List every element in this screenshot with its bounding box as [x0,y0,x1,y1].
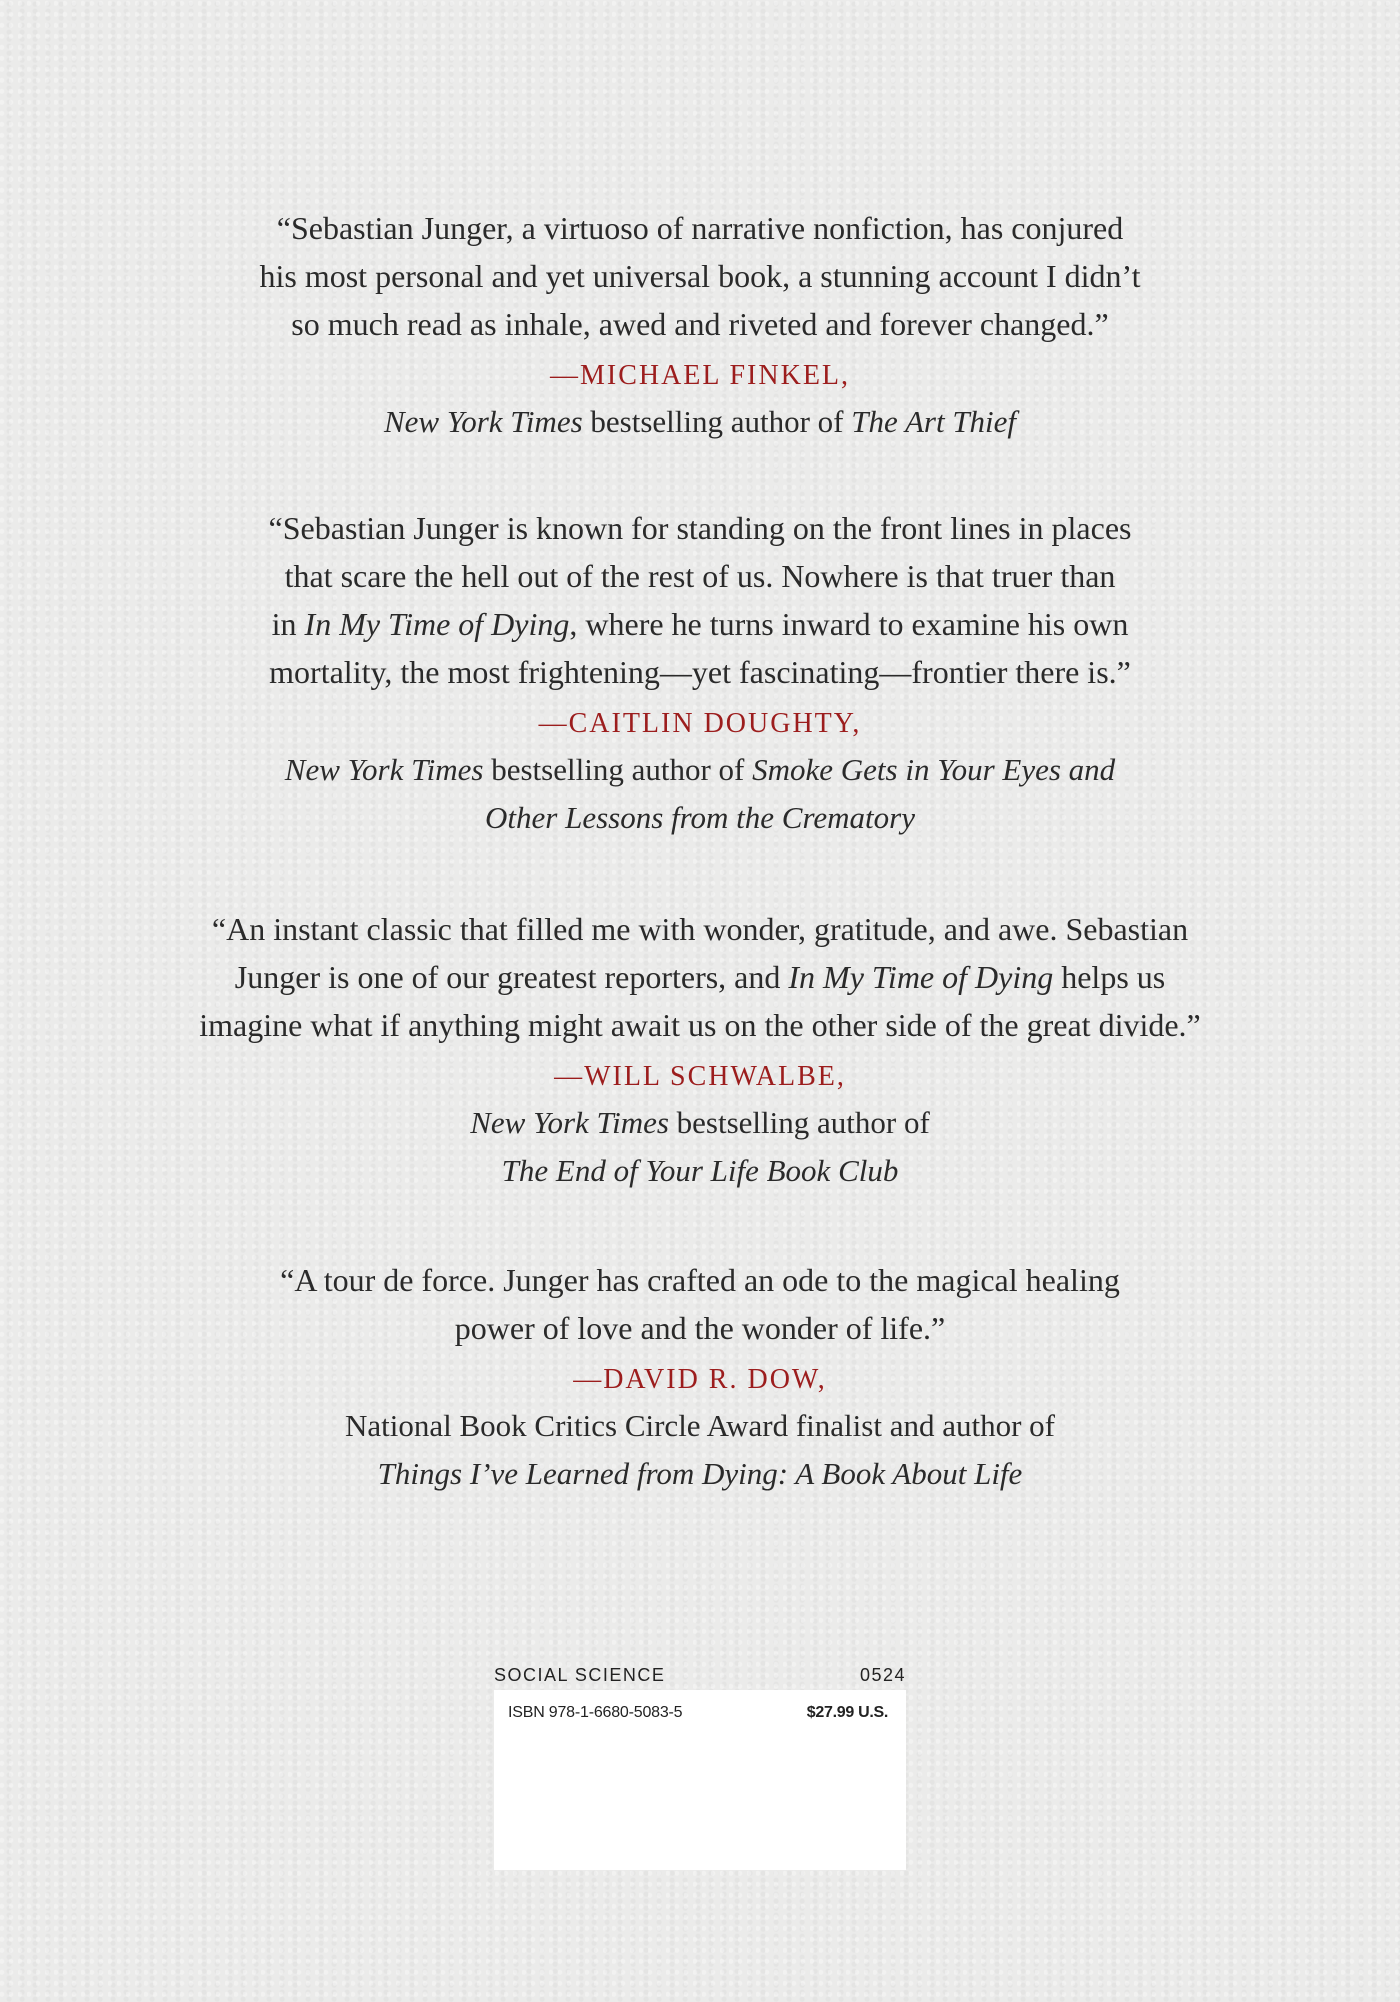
quote-text: , where he turns inward to examine his own [569,606,1129,642]
quote-line: “Sebastian Junger, a virtuoso of narrative nonfiction, has conjured [276,210,1124,246]
credit-publication: New York Times [383,404,583,439]
quote-line: so much read as inhale, awed and riveted and forever changed.” [291,306,1109,342]
quote-book-title: In My Time of Dying [788,959,1054,995]
credit-publication: New York Times [470,1105,669,1140]
credit-book-title: Things I’ve Learned from Dying: A Book About Life [377,1456,1023,1491]
quote-line: his most personal and yet universal book, a stunning account I didn’t [259,258,1141,294]
barcode-header [494,1660,906,1690]
barcode-area [494,1660,906,1870]
attribution: —WILL SCHWALBE, [554,1061,846,1092]
quote-line: “An instant classic that filled me with wonder, gratitude, and awe. Sebastian [211,911,1189,947]
credit-book-title: Other Lessons from the Crematory [485,800,915,835]
quote-line: that scare the hell out of the rest of us. Nowhere is that truer than [284,558,1116,594]
credit-text: bestselling author of [483,752,753,787]
subject-category: SOCIAL SCIENCE [494,1664,666,1685]
credit-book-title: The Art Thief [851,404,1017,439]
attribution: —DAVID R. DOW, [573,1364,827,1395]
attribution: —MICHAEL FINKEL, [549,360,851,391]
quote-line: power of love and the wonder of life.” [454,1310,946,1346]
credit-book-title: The End of Your Life Book Club [501,1153,899,1188]
edition-code: 0524 [859,1664,906,1685]
credit-line [0,746,1400,794]
quote-text: helps us [1053,959,1166,995]
credit-line [0,1099,1400,1147]
quote-line [0,953,1400,1001]
quote-line: “Sebastian Junger is known for standing on the front lines in places [268,510,1132,546]
blurb-doughty [0,504,1400,842]
credit-text: bestselling author of [582,404,852,439]
barcode-box [494,1690,906,1870]
quote-line: “A tour de force. Junger has crafted an ode to the magical healing [280,1262,1120,1298]
price: $27.99 U.S. [806,1704,888,1721]
credit-line [0,1450,1400,1498]
quote-line: mortality, the most frightening—yet fascinating—frontier there is.” [269,654,1131,690]
quote-text: in [271,606,305,642]
isbn: ISBN 978-1-6680-5083-5 [508,1704,683,1721]
credit-line [0,398,1400,446]
quote-line [0,600,1400,648]
attribution: —CAITLIN DOUGHTY, [538,708,862,739]
credit-line: National Book Critics Circle Award finalist and author of [344,1408,1055,1443]
credit-line [0,794,1400,842]
blurb-dow [0,1256,1400,1498]
blurb-finkel [0,204,1400,446]
quote-line: imagine what if anything might await us on the other side of the great divide.” [199,1007,1201,1043]
credit-book-title: Smoke Gets in Your Eyes and [752,752,1116,787]
quote-book-title: In My Time of Dying [304,606,570,642]
credit-line [0,1147,1400,1195]
blurb-schwalbe [0,905,1400,1195]
credit-text: bestselling author of [668,1105,930,1140]
credit-publication: New York Times [284,752,484,787]
quote-text: Junger is one of our greatest reporters, and [234,959,789,995]
